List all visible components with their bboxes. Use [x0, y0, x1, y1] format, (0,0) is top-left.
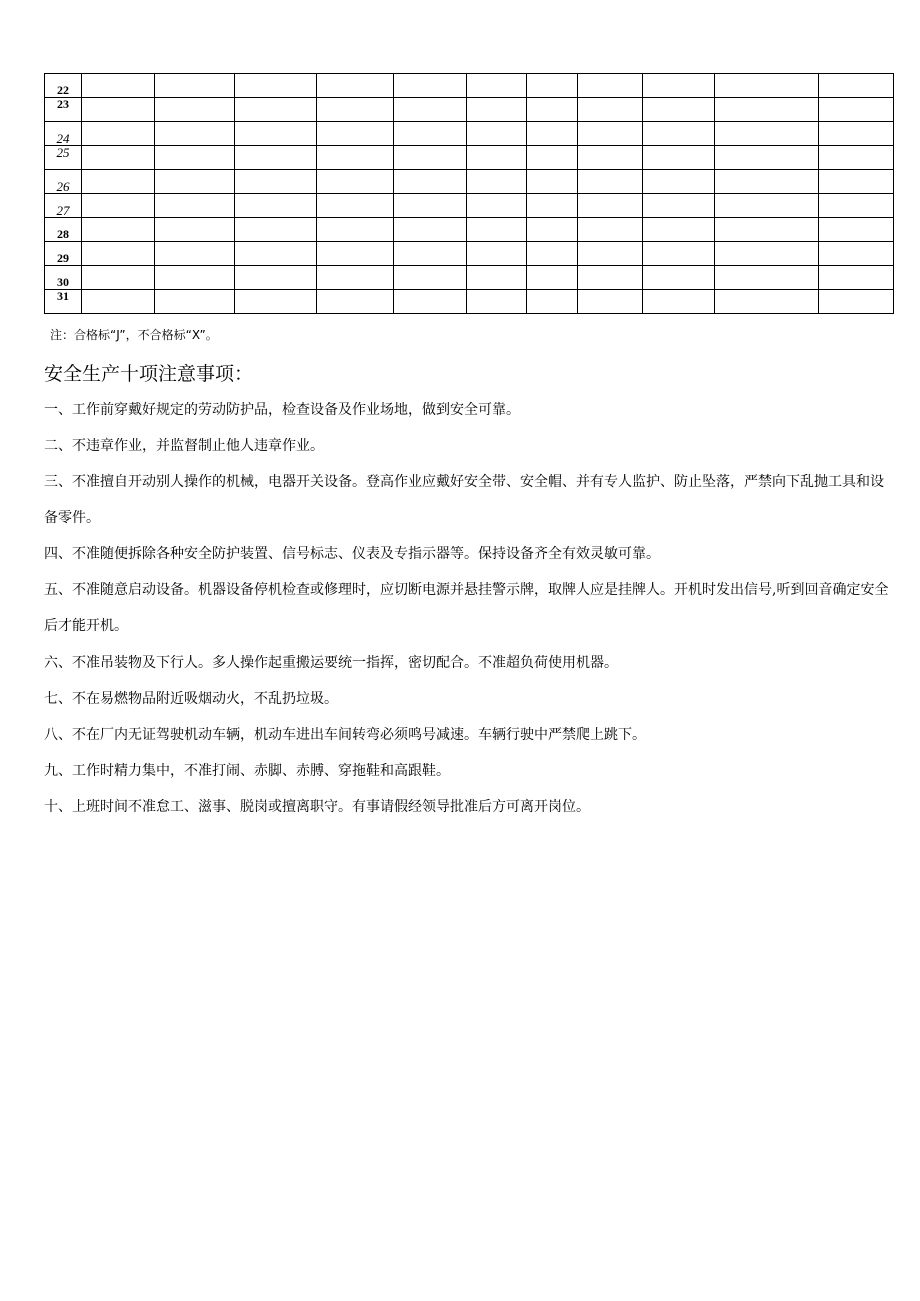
table-cell — [715, 266, 819, 290]
table-cell — [467, 170, 527, 194]
table-cell — [82, 242, 155, 266]
rule-item-7: 七、不在易燃物品附近吸烟动火，不乱扔垃圾。 — [44, 691, 338, 707]
table-cell — [643, 194, 715, 218]
table-cell — [578, 122, 643, 146]
table-cell — [527, 242, 578, 266]
table-cell — [394, 122, 467, 146]
table-cell — [467, 98, 527, 122]
table-row — [45, 170, 894, 194]
table-cell — [317, 194, 394, 218]
row-number: 26 — [45, 170, 82, 194]
table-cell — [643, 122, 715, 146]
table-row — [45, 218, 894, 242]
table-cell — [819, 290, 894, 314]
table-cell — [467, 122, 527, 146]
table-cell — [82, 74, 155, 98]
row-number: 22 — [45, 74, 82, 98]
table-cell — [527, 266, 578, 290]
table-cell — [643, 290, 715, 314]
table-cell — [578, 266, 643, 290]
table-cell — [82, 170, 155, 194]
table-cell — [235, 218, 317, 242]
table-cell — [715, 290, 819, 314]
table-cell — [819, 74, 894, 98]
table-cell — [82, 266, 155, 290]
table-cell — [317, 290, 394, 314]
table-cell — [467, 74, 527, 98]
table-cell — [235, 74, 317, 98]
rule-item-2: 二、不违章作业，并监督制止他人违章作业。 — [44, 438, 324, 454]
table-cell — [527, 74, 578, 98]
table-cell — [394, 242, 467, 266]
table-cell — [155, 290, 235, 314]
table-cell — [394, 74, 467, 98]
table-cell — [317, 98, 394, 122]
table-cell — [715, 98, 819, 122]
table-cell — [235, 122, 317, 146]
rule-item-5: 五、不准随意启动设备。机器设备停机检查或修理时，应切断电源并悬挂警示牌，取牌人应是挂牌人。开机时发出信号,听到回音确定安全后才能开机。 — [44, 582, 889, 634]
table-cell — [317, 266, 394, 290]
table-cell — [467, 194, 527, 218]
table-cell — [317, 218, 394, 242]
row-number: 30 — [45, 266, 82, 290]
table-cell — [578, 170, 643, 194]
section-heading: 安全生产十项注意事项： — [44, 363, 254, 385]
row-number: 27 — [45, 194, 82, 218]
table-cell — [394, 218, 467, 242]
table-cell — [578, 74, 643, 98]
table-cell — [155, 122, 235, 146]
rule-item-6: 六、不准吊装物及下行人。多人操作起重搬运要统一指挥，密切配合。不准超负荷使用机器。 — [44, 655, 618, 671]
table-cell — [317, 74, 394, 98]
table-row — [45, 146, 894, 170]
table-row — [45, 242, 894, 266]
table-cell — [155, 194, 235, 218]
table-cell — [235, 146, 317, 170]
table-cell — [467, 242, 527, 266]
table-cell — [317, 242, 394, 266]
table-cell — [155, 98, 235, 122]
table-cell — [715, 122, 819, 146]
table-cell — [317, 146, 394, 170]
table-cell — [578, 290, 643, 314]
table-cell — [467, 290, 527, 314]
table-cell — [578, 98, 643, 122]
table-cell — [715, 194, 819, 218]
table-cell — [394, 98, 467, 122]
table-cell — [394, 170, 467, 194]
table-cell — [643, 146, 715, 170]
rule-item-8: 八、不在厂内无证驾驶机动车辆，机动车进出车间转弯必须鸣号减速。车辆行驶中严禁爬上跳下。 — [44, 727, 646, 743]
table-cell — [715, 170, 819, 194]
table-cell — [643, 266, 715, 290]
row-number: 29 — [45, 242, 82, 266]
table-cell — [578, 194, 643, 218]
table-cell — [819, 146, 894, 170]
table-cell — [82, 218, 155, 242]
rule-item-3: 三、不准擅自开动别人操作的机械，电器开关设备。登高作业应戴好安全带、安全帽、并有专人监护、防止坠落，严禁向下乱抛工具和设备零件。 — [44, 474, 884, 526]
table-cell — [82, 122, 155, 146]
table-cell — [155, 218, 235, 242]
table-cell — [715, 146, 819, 170]
row-number: 28 — [45, 218, 82, 242]
table-row — [45, 74, 894, 98]
table-cell — [235, 290, 317, 314]
table-cell — [235, 266, 317, 290]
table-note: 注：合格标“J”，不合格标“X”。 — [50, 328, 218, 342]
table-cell — [715, 74, 819, 98]
table-cell — [235, 98, 317, 122]
table-cell — [394, 290, 467, 314]
table-cell — [527, 146, 578, 170]
rule-item-9: 九、工作时精力集中，不准打闹、赤脚、赤膊、穿拖鞋和高跟鞋。 — [44, 763, 450, 779]
table-cell — [82, 290, 155, 314]
table-cell — [394, 146, 467, 170]
table-cell — [155, 170, 235, 194]
table-cell — [819, 242, 894, 266]
table-row — [45, 266, 894, 290]
table-cell — [643, 242, 715, 266]
table-cell — [527, 194, 578, 218]
table-cell — [155, 74, 235, 98]
table-cell — [643, 98, 715, 122]
table-cell — [819, 170, 894, 194]
table-cell — [578, 146, 643, 170]
table-cell — [527, 218, 578, 242]
table-row — [45, 122, 894, 146]
table-cell — [155, 266, 235, 290]
row-number: 25 — [45, 146, 82, 170]
table-cell — [467, 266, 527, 290]
row-number: 23 — [45, 98, 82, 122]
table-cell — [819, 266, 894, 290]
row-number: 31 — [45, 290, 82, 314]
table-cell — [527, 170, 578, 194]
table-cell — [317, 170, 394, 194]
table-cell — [643, 74, 715, 98]
rule-item-1: 一、工作前穿戴好规定的劳动防护品，检查设备及作业场地，做到安全可靠。 — [44, 402, 520, 418]
table-cell — [527, 98, 578, 122]
table-cell — [527, 290, 578, 314]
table-cell — [578, 218, 643, 242]
table-cell — [819, 98, 894, 122]
table-cell — [155, 242, 235, 266]
table-cell — [715, 218, 819, 242]
table-cell — [819, 218, 894, 242]
table-cell — [715, 242, 819, 266]
table-row — [45, 194, 894, 218]
rule-item-4: 四、不准随便拆除各种安全防护装置、信号标志、仪表及专指示器等。保持设备齐全有效灵敏可靠。 — [44, 546, 660, 562]
table-cell — [155, 146, 235, 170]
row-number: 24 — [45, 122, 82, 146]
table-cell — [82, 98, 155, 122]
table-cell — [578, 242, 643, 266]
table-cell — [643, 170, 715, 194]
table-cell — [467, 146, 527, 170]
table-cell — [235, 242, 317, 266]
table-cell — [643, 218, 715, 242]
table-row — [45, 98, 894, 122]
table-cell — [467, 218, 527, 242]
table-cell — [317, 122, 394, 146]
rule-item-10: 十、上班时间不准怠工、滋事、脱岗或擅离职守。有事请假经领导批准后方可离开岗位。 — [44, 799, 590, 815]
table-cell — [819, 122, 894, 146]
table-cell — [394, 266, 467, 290]
table-cell — [82, 146, 155, 170]
table-cell — [394, 194, 467, 218]
table-cell — [819, 194, 894, 218]
table-row — [45, 290, 894, 314]
table-cell — [235, 170, 317, 194]
table-cell — [235, 194, 317, 218]
inspection-table — [44, 73, 894, 314]
table-cell — [527, 122, 578, 146]
table-cell — [82, 194, 155, 218]
